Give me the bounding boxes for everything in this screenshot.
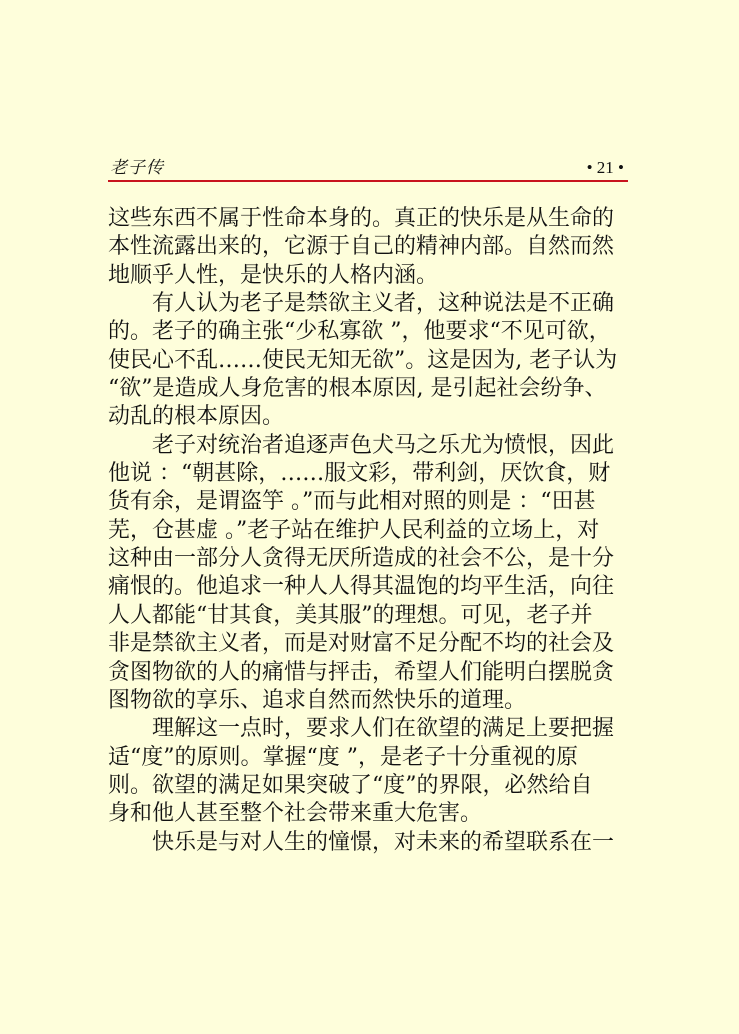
text-line: 地顺乎人性，是快乐的人格内涵。 bbox=[108, 262, 439, 288]
text-line: 非是禁欲主义者，而是对财富不足分配不均的社会及 bbox=[108, 631, 615, 657]
body-text bbox=[108, 205, 633, 857]
text-line: 本性流露出来的，它源于自己的精神内部。自然而然 bbox=[108, 234, 615, 260]
text-line: 这些东西不属于性命本身的。真正的快乐是从生命的 bbox=[108, 206, 615, 231]
text-line: 理解这一点时，要求人们在欲望的满足上要把握 bbox=[108, 716, 615, 742]
text-line: 芜，仓甚虚 。”老子站在维护人民利益的立场上，对 bbox=[108, 517, 600, 543]
running-title: 老子传 bbox=[110, 158, 164, 178]
text-line: 则。欲望的满足如果突破了“度”的界限，必然给自 bbox=[108, 772, 593, 798]
text-line: 图物欲的享乐、追求自然而然快乐的道理。 bbox=[108, 687, 527, 713]
text-line: 适“度”的原则。掌握“度 ”，是老子十分重视的原 bbox=[108, 744, 578, 770]
page-number: • 21 • bbox=[586, 158, 624, 177]
text-line: 这种由一部分人贪得无厌所造成的社会不公，是十分 bbox=[108, 546, 615, 572]
text-line: “欲”是造成人身危害的根本原因, 是引起社会纷争、 bbox=[108, 376, 607, 402]
text-line: 他说 ：“朝甚除，……服文彩，带利剑，厌饮食，财 bbox=[108, 461, 611, 487]
text-line: 的。老子的确主张“少私寡欲 ”，他要求“不见可欲， bbox=[108, 319, 611, 345]
text-line: 人人都能“甘其食，美其服”的理想。可见，老子并 bbox=[108, 602, 593, 628]
text-line: 使民心不乱……使民无知无欲”。这是因为, 老子认为 bbox=[108, 347, 618, 373]
text-line: 老子对统治者追逐声色犬马之乐尤为愤恨，因此 bbox=[108, 432, 615, 458]
text-line: 贪图物欲的人的痛惜与抨击，希望人们能明白摆脱贪 bbox=[108, 659, 615, 685]
text-line: 有人认为老子是禁欲主义者，这种说法是不正确 bbox=[108, 291, 615, 317]
running-header bbox=[108, 158, 628, 182]
text-line: 动乱的根本原因。 bbox=[108, 404, 285, 430]
text-line: 快乐是与对人生的憧憬，对未来的希望联系在一 bbox=[108, 829, 615, 855]
text-line: 货有余，是谓盗竽 。”而与此相对照的则是 ：“田甚 bbox=[108, 489, 596, 515]
text-line: 痛恨的。他追求一种人人得其温饱的均平生活，向往 bbox=[108, 574, 615, 600]
text-line: 身和他人甚至整个社会带来重大危害。 bbox=[108, 801, 483, 827]
